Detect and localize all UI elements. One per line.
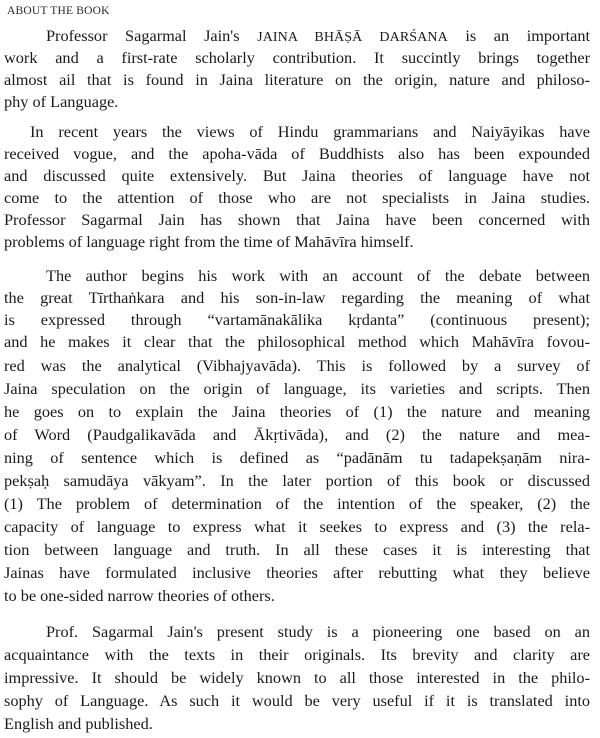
paragraph-line: come to the attention of those who are not specialists in Jaina studies. (4, 188, 590, 207)
paragraph-line: he goes on to explain the Jaina theories of (1) the nature and meaning (4, 402, 590, 421)
paragraph-line: to be one-sided narrow theories of others. (4, 586, 275, 605)
paragraph-line: of Word (Paudgalikavāda and Ākṛtivāda), and (2) the nature and mea- (4, 425, 590, 444)
paragraph-line: acquaintance with the texts in their originals. Its brevity and clarity are (4, 645, 590, 664)
paragraph-line: phy of Language. (4, 92, 119, 111)
paragraph-line: capacity of language to express what it seekes to express and (3) the rela- (4, 517, 590, 536)
paragraph-line: sophy of Language. As such it would be very useful if it is translated into (4, 691, 590, 710)
paragraph-line: almost ail that is found in Jaina literature on the origin, nature and philoso- (4, 70, 590, 89)
paragraph-line: received vogue, and the apoha-vāda of Buddhists also has been expounded (4, 144, 590, 163)
paragraph-line: ning of sentence which is defined as “padānām tu tadapekṣaṇām nira- (4, 448, 590, 467)
paragraph-line: tion between language and truth. In all these cases it is interesting that (4, 540, 590, 559)
line-text: Professor Sagarmal Jain's (46, 26, 258, 45)
line-text: is an important (447, 26, 590, 45)
paragraph-line: Jaina speculation on the origin of language, its varieties and scripts. Then (4, 379, 590, 398)
paragraph-line: The author begins his work with an account of the debate between (46, 266, 590, 285)
paragraph-line: the great Tīrthaṅkara and his son-in-law regarding the meaning of what (4, 288, 590, 307)
paragraph-line: Jainas have formulated inclusive theories after rebutting what they believe (4, 563, 590, 582)
paragraph-line: red was the analytical (Vibhajyavāda). This is followed by a survey of (4, 356, 590, 375)
paragraph-line: Prof. Sagarmal Jain's present study is a pioneering one based on an (46, 622, 590, 641)
paragraph-line: pekṣaḥ samudāya vākyam”. In the later portion of this book or discussed (4, 471, 590, 490)
paragraph-line: problems of language right from the time of Mahāvīra himself. (4, 232, 414, 251)
paragraph-line: and discussed quite extensively. But Jaina theories of language have not (4, 166, 590, 185)
section-heading: ABOUT THE BOOK (7, 5, 110, 17)
paragraph-line: work and a first-rate scholarly contribution. It succintly brings together (4, 48, 590, 67)
book-title: JAINA BHĀṢĀ DARŚANA (257, 30, 448, 45)
paragraph-line: impressive. It should be widely known to all those interested in the philo- (4, 668, 590, 687)
paragraph-line: (1) The problem of determination of the intention of the speaker, (2) the (4, 494, 590, 513)
paragraph-line: and he makes it clear that the philosophical method which Mahāvīra fovou- (4, 332, 590, 351)
paragraph-line: English and published. (4, 714, 153, 733)
paragraph-line (46, 26, 590, 46)
paragraph-line: is expressed through “vartamānakālika kṛdanta” (continuous present); (4, 310, 590, 329)
paragraph-line: In recent years the views of Hindu grammarians and Naiyāyikas have (30, 122, 590, 141)
paragraph-line: Professor Sagarmal Jain has shown that Jaina have been concerned with (4, 210, 590, 229)
